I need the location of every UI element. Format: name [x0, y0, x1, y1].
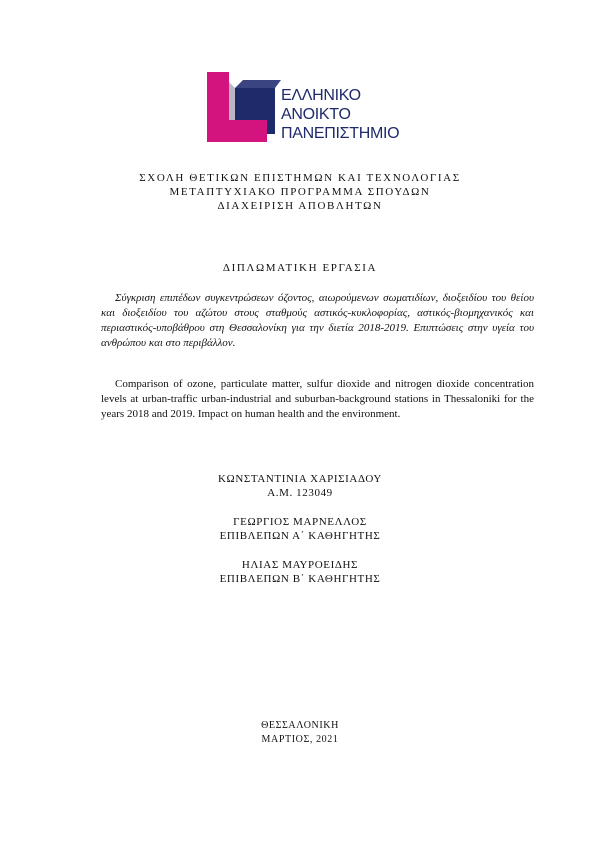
footer	[0, 719, 600, 747]
supervisor-b	[0, 558, 600, 586]
university-logo	[207, 72, 407, 142]
footer-city: ΘΕΣΣΑΛΟΝΙΚΗ	[261, 720, 339, 731]
title-greek: Σύγκριση επιπέδων συγκεντρώσεων όζοντος, αιωρούμενων σωματιδίων, διοξειδίου του θείου και διοξειδίου του αζώτου στους σταθμούς αστικός-κυκλοφορίας, αστικός-βιομηχανικός και περιαστικός-υποβάθρου στη Θεσσαλονίκη για την διετία 2018-2019. Επιπτώσεις στην υγεία του ανθρώπου και στο περιβάλλον.	[101, 292, 534, 349]
thesis-type: ΔΙΠΛΩΜΑΤΙΚΗ ΕΡΓΑΣΙΑ	[222, 262, 378, 274]
institution-header	[0, 171, 600, 213]
specialization-name: ΔΙΑΧΕΙΡΙΣΗ ΑΠΟΒΛΗΤΩΝ	[217, 200, 383, 212]
author	[0, 472, 600, 500]
supervisor-a-role: ΕΠΙΒΛΕΠΩΝ Α΄ ΚΑΘΗΓΗΤΗΣ	[219, 530, 381, 542]
school-name: ΣΧΟΛΗ ΘΕΤΙΚΩΝ ΕΠΙΣΤΗΜΩΝ ΚΑΙ ΤΕΧΝΟΛΟΓΙΑΣ	[139, 172, 461, 184]
author-name: ΚΩΝΣΤΑΝΤΙΝΙΑ ΧΑΡΙΣΙΑΔΟΥ	[218, 473, 382, 485]
people-block	[0, 472, 600, 601]
program-name: ΜΕΤΑΠΤΥΧΙΑΚΟ ΠΡΟΓΡΑΜΜΑ ΣΠΟΥΔΩΝ	[169, 186, 431, 198]
title-english: Comparison of ozone, particulate matter, sulfur dioxide and nitrogen dioxide concentration levels at urban-traffic urban-industrial and suburban-background stations in Thessaloniki for the years 2018 and 2019. Impact on human health and the environment.	[101, 378, 534, 420]
author-id: Α.Μ. 123049	[267, 487, 333, 499]
logo-line-3: ΠΑΝΕΠΙΣΤΗΜΙΟ	[281, 125, 400, 142]
supervisor-b-role: ΕΠΙΒΛΕΠΩΝ Β΄ ΚΑΘΗΓΗΤΗΣ	[219, 573, 381, 585]
logo-wordmark	[281, 86, 399, 143]
logo-line-2: ΑΝΟΙΚΤΟ	[281, 106, 351, 123]
logo-line-1: ΕΛΛΗΝΙΚΟ	[281, 87, 361, 104]
footer-date: ΜΑΡΤΙΟΣ, 2021	[261, 734, 339, 745]
supervisor-a	[0, 515, 600, 543]
supervisor-a-name: ΓΕΩΡΓΙΟΣ ΜΑΡΝΕΛΛΟΣ	[233, 516, 367, 528]
supervisor-b-name: ΗΛΙΑΣ ΜΑΥΡΟΕΙΔΗΣ	[241, 559, 359, 571]
logo-mark-icon	[207, 72, 283, 142]
